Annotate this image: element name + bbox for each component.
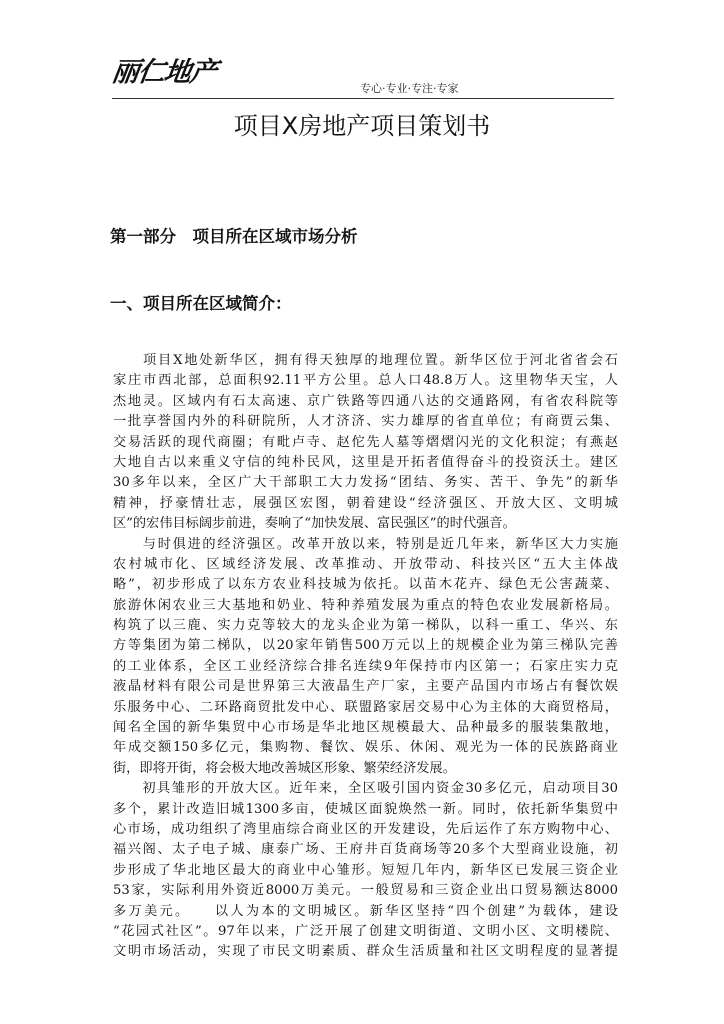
body-line: 初具雏形的开放大区。近年来，全区吸引国内资金30多亿元，启动项目30 — [113, 781, 618, 797]
body-line: “花园式社区”。97年以来，广泛开展了创建文明街道、文明小区、文明楼院、 — [113, 923, 618, 939]
body-line: 闻名全国的新华集贸中心市场是华北地区规模最大、品种最多的服装集散地， — [113, 720, 618, 736]
part-heading: 第一部分 项目所在区域市场分析 — [110, 227, 358, 246]
body-line: 街，即将开街，将会极大地改善城区形象、繁荣经济发展。 — [113, 760, 456, 776]
body-line: 液晶材料有限公司是世界第三大液晶生产厂家，主要产品国内市场占有餐饮娱 — [113, 679, 618, 695]
body-line: 乐服务中心、二环路商贸批发中心、联盟路家居交易中心为主体的大商贸格局， — [113, 699, 618, 715]
header-slogan: 专心·专业·专注·专家 — [360, 82, 459, 95]
header-divider — [112, 98, 614, 99]
body-line: 年成交额150多亿元，集购物、餐饮、娱乐、休闲、观光为一体的民族路商业 — [113, 740, 618, 756]
body-line: 福兴阁、太子电子城、康泰广场、王府井百货商场等20多个大型商业设施，初 — [113, 842, 618, 858]
body-line: 步形成了华北地区最大的商业中心雏形。短短几年内，新华区已发展三资企业 — [113, 862, 618, 878]
section-heading: 一、项目所在区域简介： — [110, 294, 292, 313]
body-text — [113, 351, 618, 963]
body-line: 区”的宏伟目标阔步前进，奏响了“加快发展、富民强区”的时代强音。 — [113, 516, 516, 532]
body-line: 的工业体系，全区工业经济综合排名连续9年保持市内区第一；石家庄实力克 — [113, 658, 618, 674]
body-line: 构筑了以三鹿、实力克等较大的龙头企业为第一梯队，以科一重工、华兴、东 — [113, 618, 618, 634]
body-line: 方等集团为第二梯队，以20家年销售500万元以上的规模企业为第三梯队完善 — [113, 638, 618, 654]
body-line: 家庄市西北部，总面积92.11平方公里。总人口48.8万人。这里物华天宝，人 — [113, 373, 618, 389]
body-line: 一批享誉国内外的科研院所，人才济济、实力雄厚的省直单位；有商贾云集、 — [113, 414, 618, 430]
body-line: 杰地灵。区域内有石太高速、京广铁路等四通八达的交通路网，有省农科院等 — [113, 393, 618, 409]
body-line: 大地自古以来重义守信的纯朴民风，这里是开拓者值得奋斗的投资沃土。建区 — [113, 454, 618, 470]
company-logo — [109, 55, 242, 91]
body-line: 多个，累计改造旧城1300多亩，使城区面貌焕然一新。同时，依托新华集贸中 — [113, 801, 618, 817]
body-line: 农村城市化、区域经济发展、改革推动、开放带动、科技兴区“五大主体战 — [113, 556, 618, 572]
body-line: 交易活跃的现代商圈；有毗卢寺、赵佗先人墓等熠熠闪光的文化积淀；有燕赵 — [113, 434, 618, 450]
logo-text: 丽仁地产 — [109, 57, 219, 88]
body-line: 多万美元。 以人为本的文明城区。新华区坚持“四个创建”为载体，建设 — [113, 903, 618, 919]
body-line: 旅游休闲农业三大基地和奶业、特种养殖发展为重点的特色农业发展新格局。 — [113, 597, 618, 613]
body-line: 项目X地处新华区，拥有得天独厚的地理位置。新华区位于河北省省会石 — [113, 353, 618, 368]
body-line: 略”，初步形成了以东方农业科技城为依托。以苗木花卉、绿色无公害蔬菜、 — [113, 577, 618, 593]
body-line: 与时俱进的经济强区。改革开放以来，特别是近几年来，新华区大力实施 — [113, 536, 618, 552]
document-title: 项目X房地产项目策划书 — [233, 112, 491, 140]
body-line: 心市场，成功组织了湾里庙综合商业区的开发建设，先后运作了东方购物中心、 — [113, 821, 618, 837]
body-line: 文明市场活动，实现了市民文明素质、群众生活质量和社区文明程度的显著提 — [113, 944, 618, 960]
body-line: 精神，抒豪情壮志，展强区宏图，朝着建设“经济强区、开放大区、文明城 — [113, 495, 618, 511]
body-line: 53家，实际利用外资近8000万美元。一般贸易和三资企业出口贸易额达8000 — [113, 883, 618, 899]
body-line: 30多年以来，全区广大干部职工大力发扬“团结、务实、苦干、争先”的新华 — [113, 475, 618, 491]
